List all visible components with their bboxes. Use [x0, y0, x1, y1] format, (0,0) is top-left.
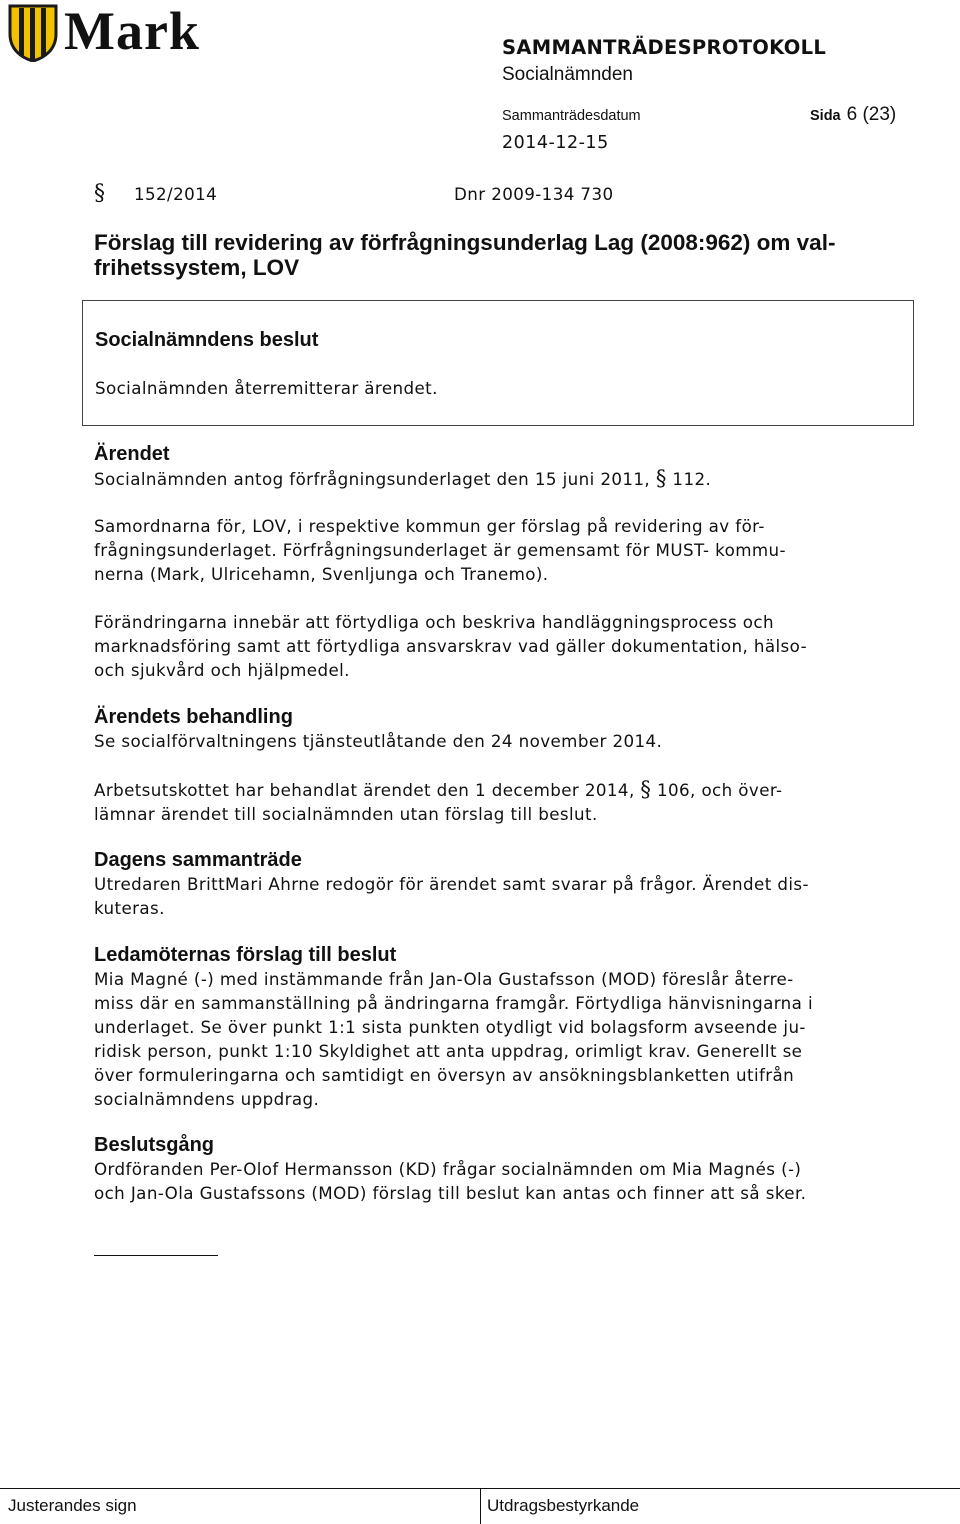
municipality-logo: [6, 1, 236, 61]
document-type-title: SAMMANTRÄDESPROTOKOLL: [502, 36, 827, 59]
section-heading: Ärendet: [94, 443, 170, 465]
case-title-line: Förslag till revidering av förfrågningsunderlag Lag (2008:962) om val-: [94, 230, 836, 255]
paragraph-reference: [94, 182, 614, 206]
text-line: Utredaren BrittMari Ahrne redogör för ärendet samt svarar på frågor. Ärendet dis-: [94, 874, 809, 894]
paragraph-text: [94, 466, 924, 491]
text-run: 106, och över-: [651, 780, 783, 800]
paragraph-text: [94, 777, 924, 826]
text-line: Samordnarna för, LOV, i respektive kommun ger förslag på revidering av för-: [94, 516, 765, 536]
paragraph-text: [94, 967, 924, 1111]
decision-heading: Socialnämndens beslut: [95, 329, 319, 351]
paragraph-text: [94, 610, 924, 682]
text-line: ridisk person, punkt 1:10 Skyldighet att anta uppdrag, orimligt krav. Generellt se: [94, 1041, 803, 1061]
footer-right-label: Utdragsbestyrkande: [487, 1496, 640, 1515]
case-title: [94, 230, 894, 280]
meeting-date: 2014-12-15: [502, 133, 609, 153]
text-line: lämnar ärendet till socialnämnden utan förslag till beslut.: [94, 804, 598, 824]
text-run: 112.: [666, 469, 712, 489]
page-label: Sida: [810, 108, 841, 124]
coat-of-arms-icon: [6, 4, 62, 62]
text-line: miss där en sammanställning på ändringarna framgår. Förtydliga hänvisningarna i: [94, 993, 814, 1013]
page-value: 6 (23): [846, 104, 897, 125]
text-line: Förändringarna innebär att förtydliga och beskriva handläggningsprocess och: [94, 612, 774, 632]
paragraph-text: Se socialförvaltningens tjänsteutlåtande den 24 november 2014.: [94, 731, 663, 751]
section-heading: Beslutsgång: [94, 1134, 215, 1156]
section-heading: Dagens sammanträde: [94, 849, 302, 871]
text-line: Ordföranden Per-Olof Hermansson (KD) frågar socialnämnden om Mia Magnés (-): [94, 1159, 802, 1179]
paragraph-text: [94, 872, 924, 920]
text-run: Socialnämnden antog förfrågningsunderlaget den 15 juni 2011,: [94, 469, 656, 489]
section-sign: §: [94, 181, 106, 206]
meeting-date-label: Sammanträdesdatum: [502, 108, 641, 124]
section-heading: Ärendets behandling: [94, 706, 293, 728]
section-beslutsgang: [94, 1133, 924, 1205]
diary-number: Dnr 2009-134 730: [454, 184, 614, 204]
text-line: och Jan-Ola Gustafssons (MOD) förslag till beslut kan antas och finner att så sker.: [94, 1183, 807, 1203]
paragraph-text: [94, 1157, 924, 1205]
section-arendet: [94, 442, 924, 491]
page-footer: [0, 1488, 960, 1524]
text-line: över formuleringarna och samtidigt en översyn av ansökningsblanketten utifrån: [94, 1065, 795, 1085]
decision-text: Socialnämnden återremitterar ärendet.: [95, 378, 438, 398]
text-line: Mia Magné (-) med instämmande från Jan-Ola Gustafsson (MOD) föreslår återre-: [94, 969, 794, 989]
text-run: Arbetsutskottet har behandlat ärendet den 1 december 2014,: [94, 780, 641, 800]
text-line: marknadsföring samt att förtydliga ansvarskrav vad gäller dokumentation, hälso-: [94, 636, 807, 656]
text-line: underlaget. Se över punkt 1:1 sista punkten otydligt vid bolagsform avseende ju-: [94, 1017, 806, 1037]
paragraph-text: [94, 514, 924, 586]
footer-divider: [480, 1489, 481, 1524]
text-line: [94, 777, 924, 802]
section-sign: §: [640, 777, 652, 801]
separator-line: [94, 1255, 218, 1256]
section-dagens: [94, 848, 924, 920]
logo-wordmark: Mark: [64, 1, 200, 61]
section-ledamot: [94, 943, 924, 1111]
text-line: nerna (Mark, Ulricehamn, Svenljunga och Tranemo).: [94, 564, 549, 584]
case-title-line: frihetssystem, LOV: [94, 255, 300, 280]
text-line: frågningsunderlaget. Förfrågningsunderlaget är gemensamt för MUST- kommu-: [94, 540, 786, 560]
paragraph-number: 152/2014: [134, 184, 218, 204]
section-heading: Ledamöternas förslag till beslut: [94, 944, 397, 966]
footer-left-label: Justerandes sign: [8, 1496, 137, 1515]
decision-box: [82, 300, 914, 426]
page-indicator: [810, 104, 896, 126]
text-line: socialnämndens uppdrag.: [94, 1089, 320, 1109]
text-line: och sjukvård och hjälpmedel.: [94, 660, 350, 680]
section-sign: §: [655, 466, 667, 490]
text-line: kuteras.: [94, 898, 165, 918]
committee-name: Socialnämnden: [502, 64, 633, 85]
section-behandling: [94, 705, 924, 753]
